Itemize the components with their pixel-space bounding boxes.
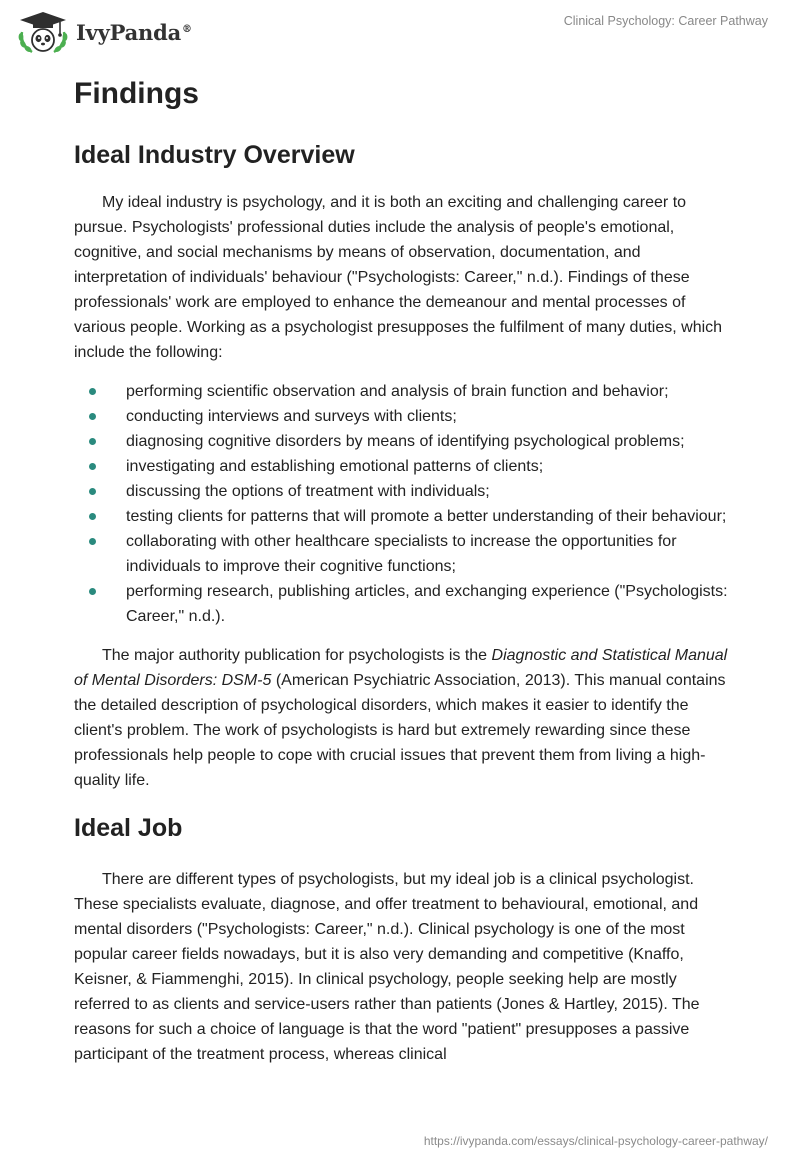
registered-mark: ® (182, 23, 192, 35)
panda-graduate-icon (14, 10, 72, 54)
logo-text: IvyPanda (76, 19, 182, 45)
list-item-text: testing clients for patterns that will promote a better understanding of their behaviour; (126, 508, 727, 525)
paragraph-text: The major authority publication for psychologists is the (102, 647, 492, 664)
bullet-icon (89, 438, 96, 445)
paragraph-text: (American Psychiatric Association, 2013). This manual contains the detailed description of psychological disorders, which makes it easier to identify the client's problem. The work of psychologists is hard but extremely rewarding since these professionals help people to cope with crucial issues that prevent them from living a high-quality life. (74, 672, 726, 789)
list-item-text: discussing the options of treatment with individuals; (126, 483, 490, 500)
list-item-text: performing scientific observation and analysis of brain function and behavior; (126, 383, 669, 400)
list-item (74, 529, 734, 579)
list-item-text: conducting interviews and surveys with clients; (126, 408, 457, 425)
document-title: Clinical Psychology: Career Pathway (563, 14, 768, 28)
industry-paragraph-2 (74, 643, 734, 793)
bullet-icon (89, 588, 96, 595)
ideal-industry-heading: Ideal Industry Overview (74, 141, 355, 169)
job-paragraph-1: There are different types of psychologists, but my ideal job is a clinical psychologist. These specialists evaluate, diagnose, and offer treatment to behavioural, emotional, and mental disorders ("Psychologists: Career," n.d.). Clinical psychology is one of the most popular career fields nowadays, but it is also very demanding and competitive (Knaffo, Keisner, & Fiammenghi, 2015). In clinical psychology, people seeking help are mostly referred to as clients and service-users rather than patients (Jones & Hartley, 2015). The reasons for such a choice of language is that the word "patient" presupposes a passive participant of the treatment process, whereas clinical (74, 871, 700, 1063)
list-item (74, 579, 734, 629)
source-url[interactable]: https://ivypanda.com/essays/clinical-psychology-career-pathway/ (423, 1134, 768, 1148)
duties-list (74, 379, 734, 629)
bullet-icon (89, 538, 96, 545)
dsm-5-title: Diagnostic and Statistical Manual of Mental Disorders: DSM-5 (74, 647, 728, 689)
list-item (74, 379, 734, 404)
findings-heading: Findings (74, 77, 199, 110)
list-item (74, 429, 734, 454)
list-item-text: diagnosing cognitive disorders by means of identifying psychological problems; (126, 433, 685, 450)
bullet-icon (89, 388, 96, 395)
ideal-job-heading: Ideal Job (74, 814, 183, 842)
list-item-text: collaborating with other healthcare specialists to increase the opportunities for individuals to improve their cognitive functions; (126, 533, 677, 575)
industry-paragraph-1: My ideal industry is psychology, and it is both an exciting and challenging career to pursue. Psychologists' professional duties include the analysis of people's emotional, cognitive, and social mechanisms by means of observation, documentation, and interpretation of individuals' behaviour ("Psychologists: Career," n.d.). Findings of these professionals' work are employed to enhance the demeanour and mental processes of various people. Working as a psychologist presupposes the fulfilment of many duties, which include the following: (74, 194, 723, 361)
bullet-icon (89, 488, 96, 495)
list-item-text: investigating and establishing emotional patterns of clients; (126, 458, 544, 475)
list-item (74, 504, 734, 529)
logo-wordmark (76, 20, 192, 45)
list-item (74, 454, 734, 479)
list-item (74, 479, 734, 504)
bullet-icon (89, 463, 96, 470)
essay-content (74, 70, 734, 1067)
ivypanda-logo[interactable] (14, 10, 192, 54)
list-item (74, 404, 734, 429)
bullet-icon (89, 413, 96, 420)
page-header (0, 0, 800, 66)
list-item-text: performing research, publishing articles, and exchanging experience ("Psychologists: Career," n.d.). (126, 583, 728, 625)
bullet-icon (89, 513, 96, 520)
